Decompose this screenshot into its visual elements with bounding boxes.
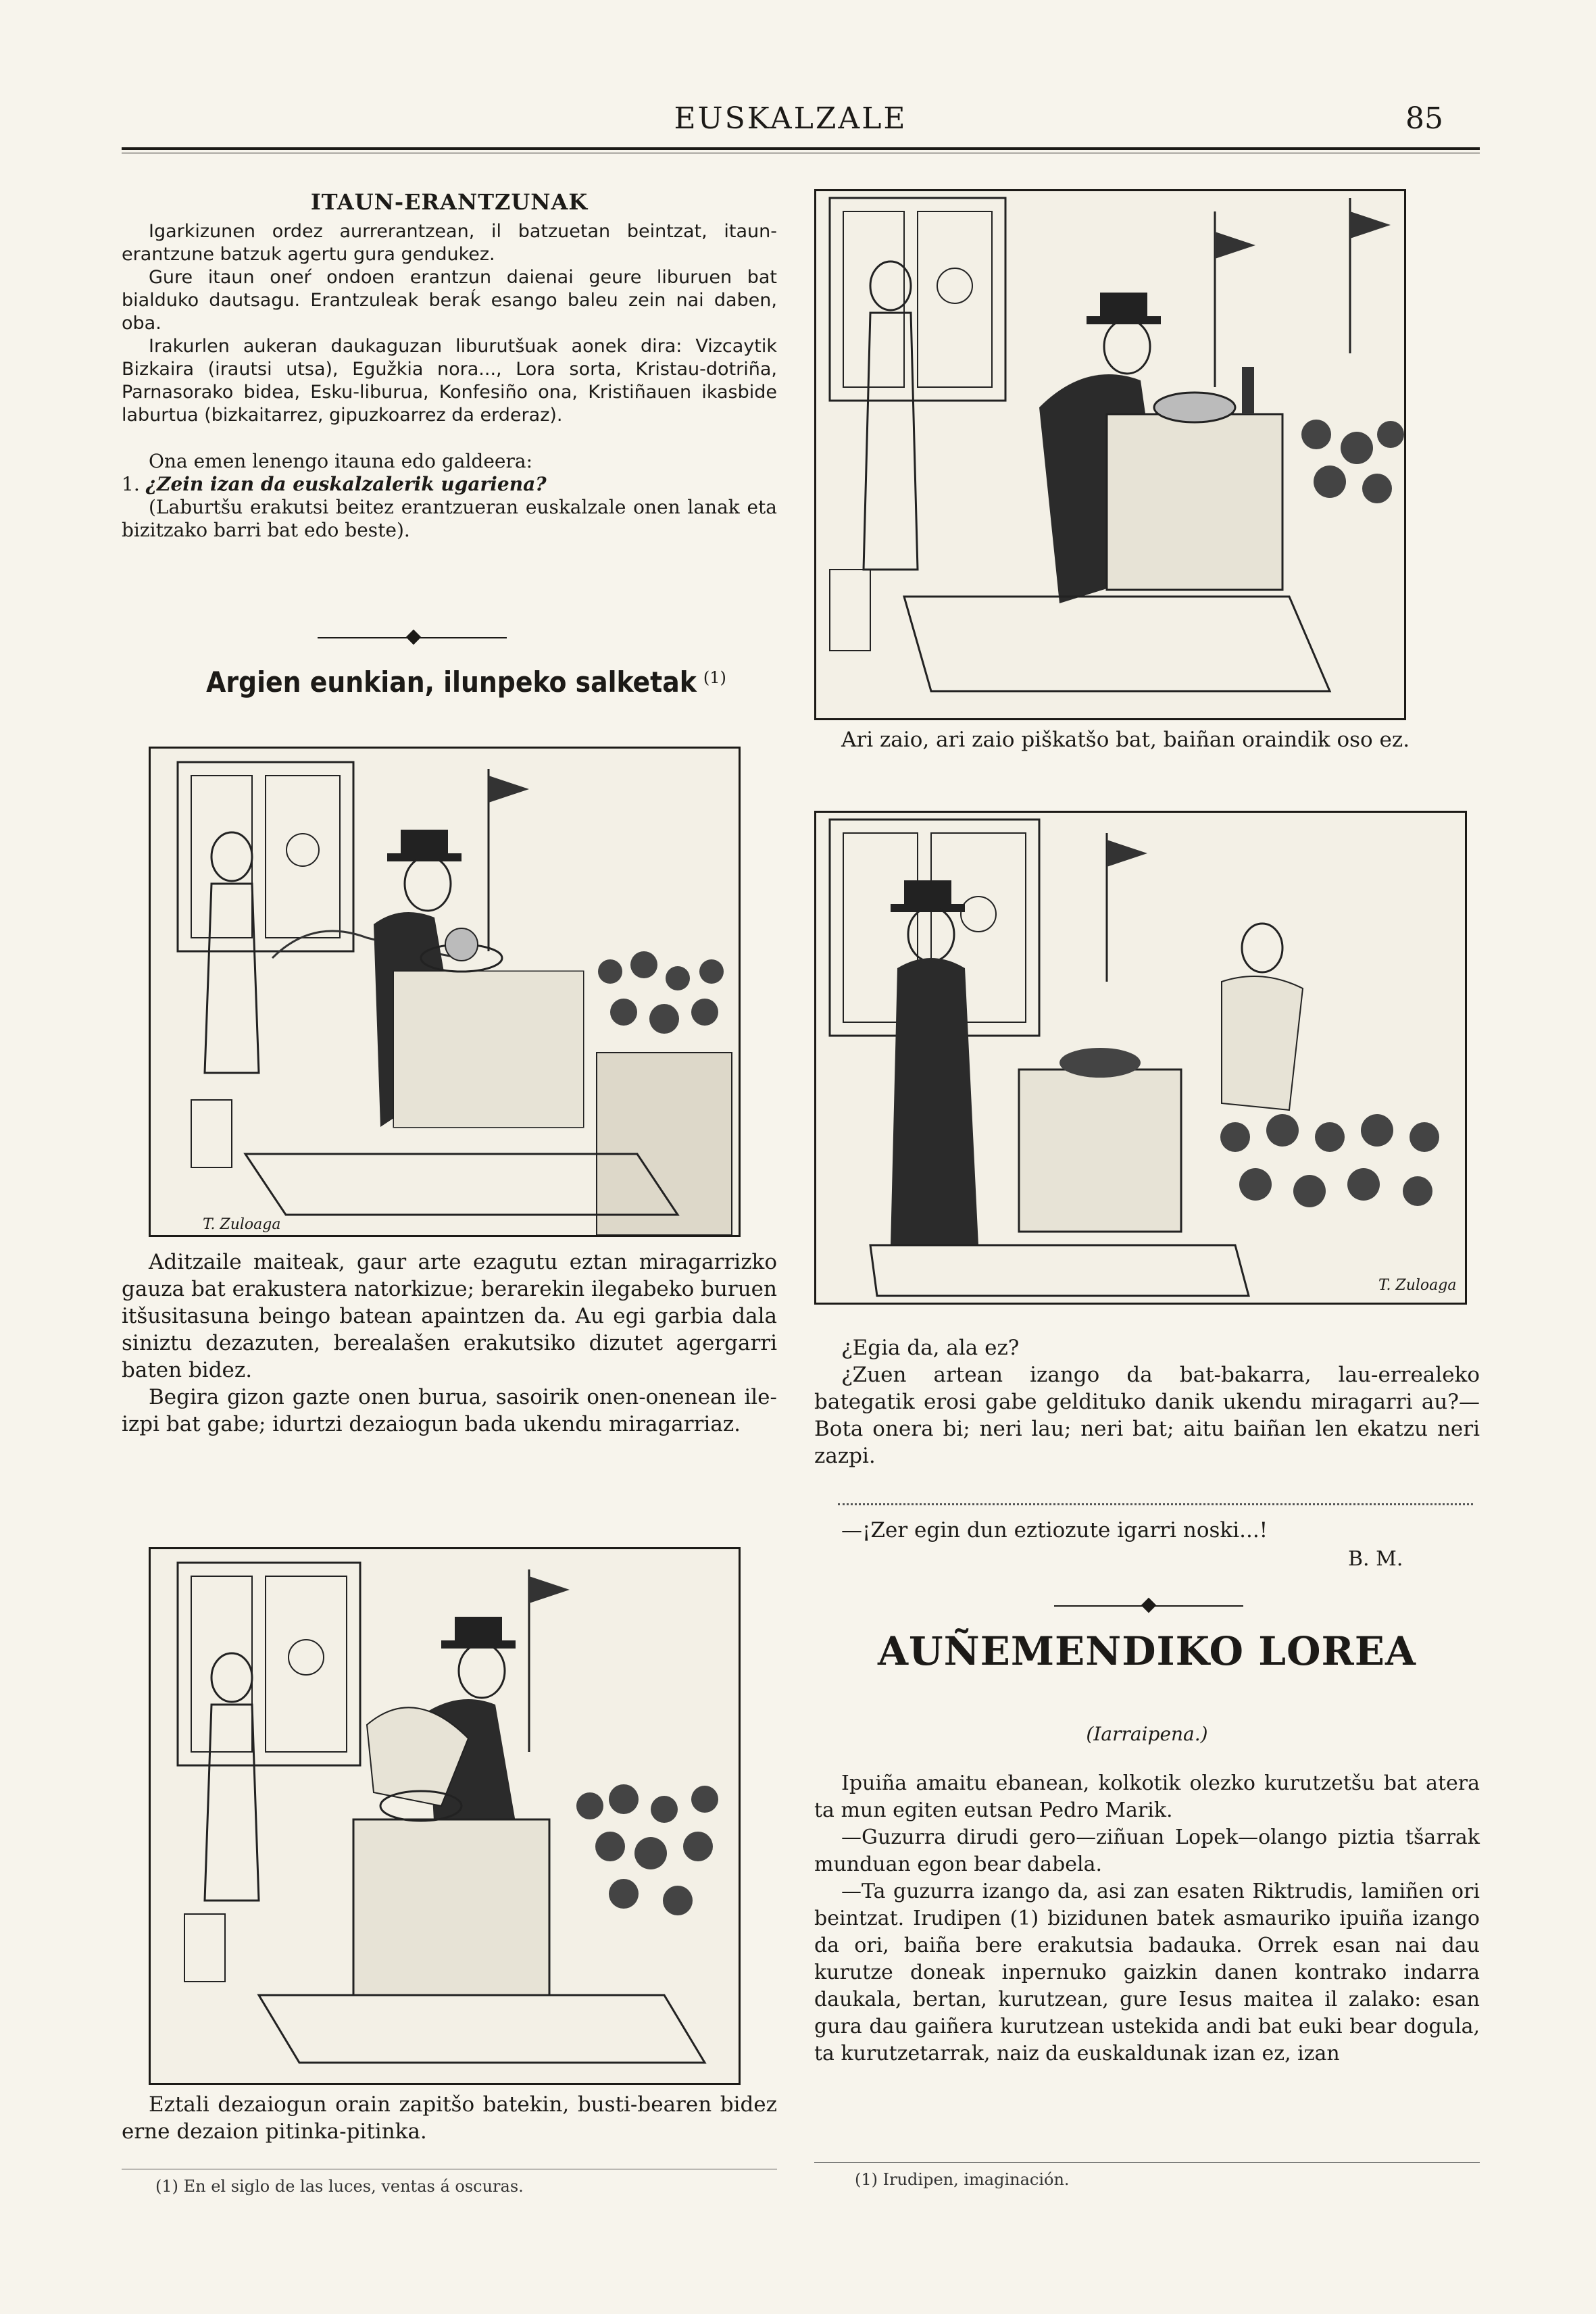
header-rule bbox=[122, 147, 1480, 150]
intro-paragraph: Igarkizunen ordez aurrerantzean, il batzuetan beintzat, itaun-erantzune batzuk agertu gura gendukez. bbox=[122, 221, 777, 265]
intro-paragraph: Gure itaun oneŕ ondoen erantzun daienai geure liburuen bat bialduko dautsagu. Erantzuleak beraḱ esango baleu zein nai daben, oba. bbox=[122, 267, 777, 334]
panel-4-drawing bbox=[816, 813, 1465, 1303]
caption-1-paragraph: Aditzaile maiteak, gaur arte ezagutu eztan miragarrizko gauza bat erakustera natorkizue; berarekin ilegabeko buruen itšusitasuna beingo batean apaintzen da. Au egi garbia dala siniztu dezazuten, berealašen erakutsiko dizutet agergarri baten bidez. bbox=[122, 1250, 777, 1382]
section-title-itaun: ITAUN-ERANTZUNAK bbox=[310, 189, 589, 215]
panel-3-drawing bbox=[816, 191, 1404, 718]
dialogue-line: ¿Zuen artean izango da bat-bakarra, lau-errealeko bategatik erosi gabe gelditukо danik ukendu miragarri au?—Bota onera bi; neri lau; neri bat; aitu baiñan len ekatzu neri zazpi. bbox=[814, 1363, 1480, 1468]
story2-paragraph: Ipuiña amaitu ebanean, kolkotik olezko kurutzetšu bat atera ta mun egiten eutsan Pedro Marik. bbox=[814, 1771, 1480, 1822]
story2-body bbox=[814, 1770, 1480, 2067]
caption-3 bbox=[814, 726, 1480, 753]
caption-1-paragraph: Begira gizon gazte onen burua, sasoirik onen-onenean ile-izpi bat gabe; idurtzi dezaiogun bada ukendu miragarriaz. bbox=[122, 1385, 777, 1436]
story2-heading bbox=[814, 1628, 1480, 1745]
closing-line: —¡Zer egin dun eztiozute igarri noski...! bbox=[841, 1518, 1268, 1542]
dialogue-line: ¿Egia da, ala ez? bbox=[841, 1336, 1020, 1360]
ornament-diamond-icon bbox=[1141, 1598, 1157, 1613]
illustration-panel-1 bbox=[149, 747, 741, 1237]
story2-paragraph: —Guzurra dirudi gero—ziñuan Lopek—olango piztia tšarrak munduan egon bear dabela. bbox=[814, 1826, 1480, 1876]
story-title: Argien eunkian, ilunpeko salketak bbox=[206, 665, 697, 699]
footnote-right: (1) Irudipen, imaginación. bbox=[855, 2170, 1070, 2189]
signature: B. M. bbox=[1348, 1547, 1403, 1571]
dotted-separator bbox=[838, 1503, 1473, 1505]
story-title-block bbox=[189, 665, 743, 699]
question-number: 1. bbox=[122, 473, 140, 495]
story2-paragraph: —Ta guzurra izango da, asi zan esaten Riktrudis, lamiñen ori beintzat. Irudipen (1) bizidunen batek asmauriko ipuiña izango da ori, baiña bere erakutsia badauka. Orrek esan nai dau kurutze doneak inpernuko gaizkin danen kontrako indarra daukala, bertan, kurutzean, gure Iesus maitea il zalako: esan gura dau gaiñera kurutzean ustekida andi bat euki bear dogula, ta kurutzetarrak, naiz da euskaldunak izan ez, izan bbox=[814, 1880, 1480, 2065]
illustration-panel-4 bbox=[814, 811, 1467, 1305]
illustration-panel-2 bbox=[149, 1547, 741, 2085]
page-header-title: EUSKALZALE bbox=[674, 101, 907, 136]
artist-signature-panel-1: T. Zuloaga bbox=[203, 1216, 281, 1233]
caption-1 bbox=[122, 1249, 777, 1438]
caption-2-text: Eztali dezaiogun orain zapitšo batekin, busti-bearen bidez erne dezaion pitinka-pitinka. bbox=[122, 2092, 777, 2144]
left-intro-block bbox=[122, 189, 777, 542]
story-title-note: (1) bbox=[703, 668, 726, 687]
question-block bbox=[122, 450, 777, 542]
footnote-rule-right bbox=[814, 2162, 1480, 2163]
question-intro: Ona emen lenengo itauna edo galdeera: bbox=[149, 450, 533, 472]
story2-title: AUÑEMENDIKO LOREA bbox=[878, 1628, 1416, 1674]
dialogue-block bbox=[814, 1334, 1480, 1469]
panel-1-drawing bbox=[151, 749, 739, 1235]
artist-signature-panel-4: T. Zuloaga bbox=[1378, 1277, 1457, 1294]
question-text: ¿Zein izan da euskalzalerik ugariena? bbox=[145, 473, 547, 495]
closing-block bbox=[814, 1517, 1480, 1544]
panel-2-drawing bbox=[151, 1549, 739, 2083]
ornament-diamond-icon bbox=[406, 630, 422, 645]
intro-paragraphs bbox=[122, 220, 777, 427]
caption-2 bbox=[122, 2091, 777, 2145]
question-line bbox=[122, 473, 777, 496]
page-number: 85 bbox=[1405, 101, 1443, 136]
intro-paragraph: Irakurlen aukeran daukaguzan liburutšuak aonek dira: Vizcaytik Bizkaira (irautsi utsa), Egužkia nora..., Lora sorta, Kristau-dotriña, Parnasorako bidea, Esku-liburua, Konfesiño ona, Kristiñauen ikasbide laburtua (bizkaitarrez, gipuzkoarrez da erderaz). bbox=[122, 336, 777, 426]
caption-3-text: Ari zaio, ari zaio piškatšo bat, baiñan oraindik oso ez. bbox=[841, 728, 1410, 752]
question-note: (Laburtšu erakutsi beitez erantzueran euskalzale onen lanak eta bizitzako barri bat edo beste). bbox=[122, 496, 777, 541]
story2-subtitle: (Iarraipena.) bbox=[1086, 1723, 1208, 1745]
footnote-left: (1) En el siglo de las luces, ventas á oscuras. bbox=[155, 2177, 524, 2196]
illustration-panel-3 bbox=[814, 189, 1406, 720]
